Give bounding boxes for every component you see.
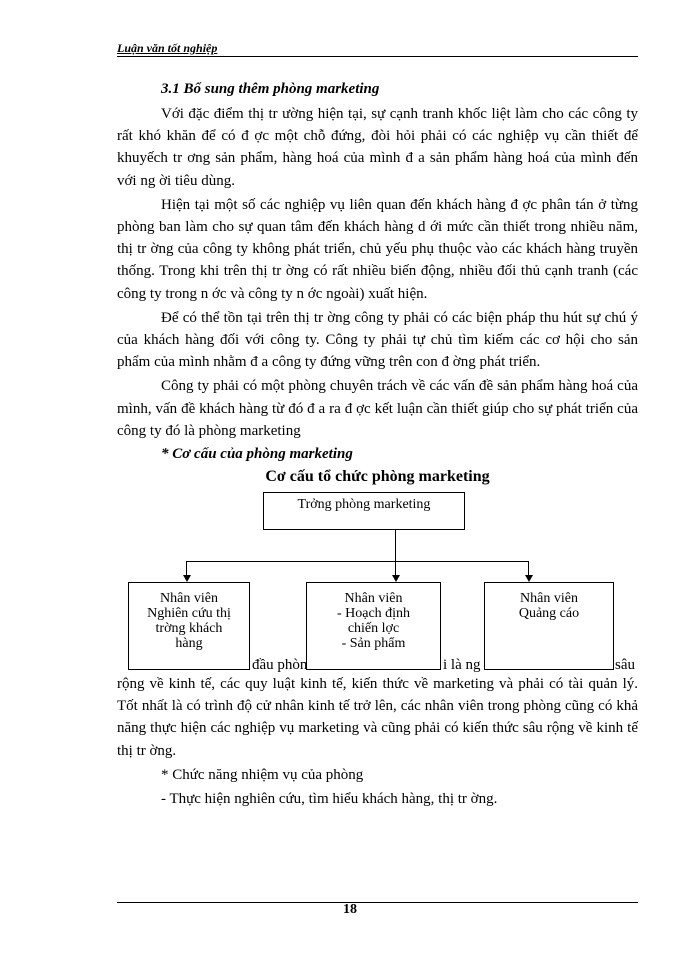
subheading: * Cơ cấu của phòng marketing [161, 446, 353, 463]
page-number: 18 [343, 902, 357, 917]
arrow-left [183, 575, 191, 582]
box-line: Quảng cáo [518, 606, 580, 622]
box-line: Nhân viên [344, 591, 403, 607]
header-divider [117, 56, 638, 57]
box-line: Nhân viên [160, 591, 218, 607]
section-title: 3.1 Bổ sung thêm phòng marketing [161, 81, 380, 97]
staff-box-research [128, 582, 250, 670]
box-line: chiến lợc [347, 621, 400, 637]
head-box-label: Trởng phòng marketing [297, 497, 431, 513]
connector-down [395, 530, 396, 561]
paragraph: Công ty phải có một phòng chuyên trách về các vấn đề sản phẩm hàng hoá của mình, vấn đề khách hàng từ đó đ a ra đ ợc kết luận cần thiết giúp cho sự phát triển của công ty đó là phòng marketing [117, 378, 638, 439]
paragraph: Để có thể tồn tại trên thị tr ờng công ty phải có các biện pháp thu hút sự chú ý của khách hàng đối với công ty. Công ty phải tự chủ tìm kiếm các cơ hội cho sản phẩm của mình nhằm đ a công ty đứng vững trên con đ ờng phát triển. [117, 309, 638, 371]
connector-right [528, 561, 529, 575]
overlap-fragment: sâu [615, 657, 635, 674]
header-title: Luận văn tốt nghiệp [117, 41, 218, 55]
overlap-fragment: đầu phòn [252, 657, 308, 674]
arrow-right [525, 575, 533, 582]
org-chart [117, 488, 638, 673]
diagram-title: Cơ cấu tổ chức phòng marketing [265, 468, 490, 486]
function-heading: * Chức năng nhiệm vụ của phòng [161, 766, 364, 783]
paragraph: rộng về kinh tế, các quy luật kinh tế, kiến thức về marketing và phải có tài quản lý. Tốt nhất là có trình độ cử nhân kinh tế trở lên, các nhân viên trong phòng cũng có khả năng thực hiện các nghiệp vụ marketing và cũng phải có kiến thức sâu rộng về kinh tế thị tr ờng. [117, 676, 638, 759]
connector-left [186, 561, 187, 575]
arrow-middle [392, 575, 400, 582]
function-item: - Thực hiện nghiên cứu, tìm hiểu khách hàng, thị tr ờng. [161, 790, 498, 807]
overlap-fragment: i là ng [443, 657, 481, 674]
staff-box-planning [306, 582, 441, 670]
box-line: Nhân viên [520, 591, 578, 607]
paragraph: Với đặc điểm thị tr ường hiện tại, sự cạnh tranh khốc liệt làm cho các công ty rất khó khăn để có đ ợc một chỗ đứng, đòi hỏi phải có các nghiệp vụ cần thiết để khuyếch tr ơng sản phẩm, hàng hoá của mình đ a sản phẩm hàng hoá của mình đến với ng ời tiêu dùng. [117, 106, 638, 189]
staff-box-advertising [484, 582, 614, 670]
box-line: - Hoạch định [336, 606, 411, 622]
page-body [117, 78, 638, 812]
paragraph: Hiện tại một số các nghiệp vụ liên quan đến khách hàng đ ợc phân tán ở từng phòng ban làm cho sự quan tâm đến khách hàng d ới mức cần thiết trong nhiều năm, thị tr ờng của công ty không phát triển, chủ yếu phụ thuộc vào các khách hàng truyền thống. Trong khi trên thị tr ờng có rất nhiều biến động, nhiều đối thủ cạnh tranh (các công ty trong n ớc và công ty n ớc ngoài) xuất hiện. [117, 196, 638, 302]
box-line: Nghiên cứu thị [147, 606, 231, 622]
box-line: trờng khách [155, 621, 223, 637]
box-line: - Sản phẩm [341, 636, 406, 652]
head-box [263, 492, 465, 530]
box-line: hàng [175, 636, 203, 652]
connector-middle [395, 561, 396, 575]
connector-horizontal [186, 561, 528, 562]
